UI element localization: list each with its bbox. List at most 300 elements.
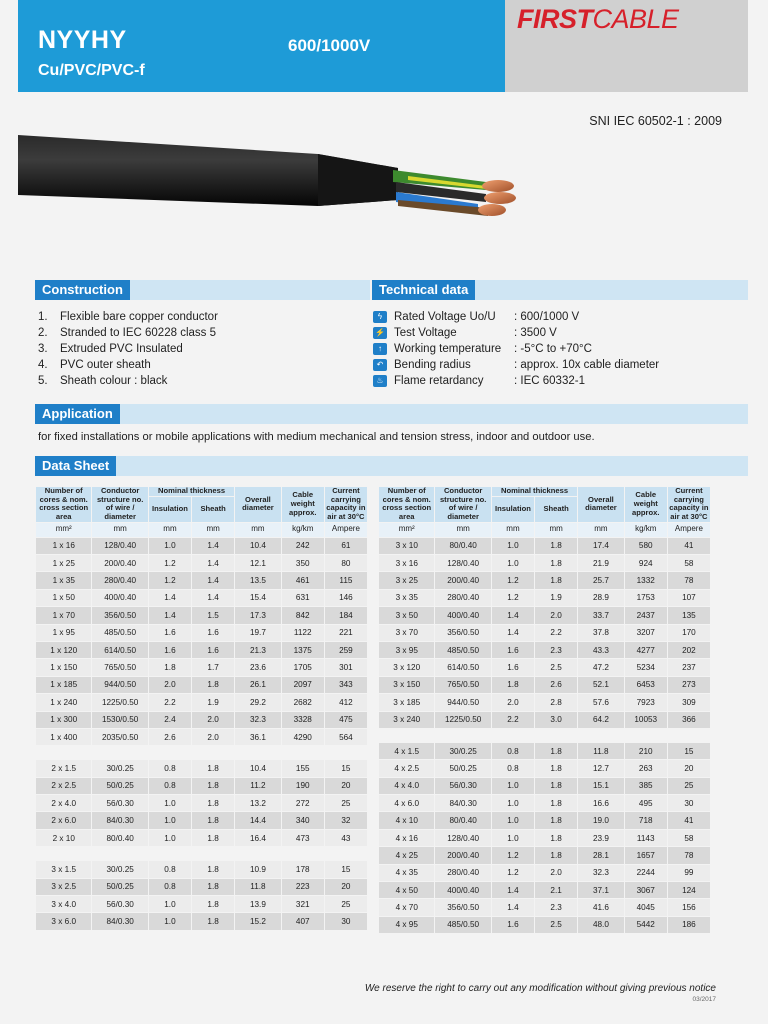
table-row [379, 916, 711, 933]
technical-item [373, 341, 659, 357]
cell-sheath: 1.8 [192, 812, 235, 829]
header-conductor: Conductor structure no. of wire / diameter [92, 487, 148, 523]
cell-weight: 2097 [281, 676, 324, 693]
cell-diameter: 16.6 [578, 795, 624, 812]
cell-diameter: 10.4 [235, 760, 281, 777]
cell-weight: 178 [281, 861, 324, 878]
cell-diameter: 21.9 [578, 554, 624, 571]
cell-conductor: 485/0.50 [435, 641, 491, 658]
cell-size: 3 x 4.0 [36, 896, 92, 913]
cell-diameter: 15.1 [578, 777, 624, 794]
construction-title: Construction [35, 280, 130, 300]
table-row [36, 641, 368, 658]
cell-size: 3 x 120 [379, 659, 435, 676]
cell-conductor: 356/0.50 [435, 899, 491, 916]
cell-size: 1 x 120 [36, 641, 92, 658]
table-row [36, 878, 368, 895]
cell-diameter: 11.8 [235, 878, 281, 895]
cell-diameter: 17.4 [578, 537, 624, 554]
unit-conductor: mm [435, 522, 491, 537]
cell-diameter: 33.7 [578, 607, 624, 624]
cell-conductor: 56/0.30 [92, 896, 148, 913]
cell-diameter: 21.3 [235, 641, 281, 658]
cell-size: 4 x 2.5 [379, 760, 435, 777]
technical-item-value: : approx. 10x cable diameter [514, 359, 660, 371]
cell-sheath: 1.8 [535, 572, 578, 589]
voltage-rating: 600/1000V [288, 36, 371, 55]
cell-current: 15 [667, 742, 710, 759]
construction-item-text: Stranded to IEC 60228 class 5 [60, 327, 216, 339]
cell-insulation: 1.8 [491, 676, 534, 693]
cell-diameter: 19.7 [235, 624, 281, 641]
table-row [36, 728, 368, 745]
cell-conductor: 356/0.50 [92, 607, 148, 624]
table-row [36, 554, 368, 571]
cell-weight: 631 [281, 589, 324, 606]
cell-conductor: 200/0.40 [435, 847, 491, 864]
table-row [379, 882, 711, 899]
cell-current: 146 [324, 589, 367, 606]
cell-sheath: 1.8 [192, 829, 235, 846]
table-row [379, 864, 711, 881]
table-row [379, 812, 711, 829]
datasheet-bar [35, 456, 748, 476]
gap-cell [235, 847, 281, 861]
cell-sheath: 1.8 [192, 861, 235, 878]
cell-diameter: 16.4 [235, 829, 281, 846]
cell-diameter: 12.1 [235, 554, 281, 571]
cell-insulation: 1.4 [491, 882, 534, 899]
gap-cell [281, 746, 324, 760]
cell-current: 78 [667, 847, 710, 864]
cell-current: 30 [667, 795, 710, 812]
cell-weight: 190 [281, 777, 324, 794]
cell-size: 2 x 2.5 [36, 777, 92, 794]
table-row [36, 896, 368, 913]
unit-current: Ampere [667, 522, 710, 537]
standard-reference: SNI IEC 60502-1 : 2009 [589, 114, 722, 128]
cell-current: 15 [324, 861, 367, 878]
cell-diameter: 37.1 [578, 882, 624, 899]
cell-conductor: 944/0.50 [435, 694, 491, 711]
application-text: for fixed installations or mobile applications with medium mechanical and tension stress, indoor and outdoor use. [38, 431, 595, 443]
cell-conductor: 30/0.25 [92, 760, 148, 777]
table-row [36, 694, 368, 711]
cell-insulation: 2.0 [491, 694, 534, 711]
technical-item-value: : 3500 V [514, 327, 557, 339]
cell-insulation: 1.2 [491, 864, 534, 881]
header-sheath: Sheath [535, 496, 578, 522]
cell-conductor: 485/0.50 [435, 916, 491, 933]
cell-insulation: 1.0 [491, 829, 534, 846]
cell-diameter: 15.4 [235, 589, 281, 606]
cell-current: 156 [667, 899, 710, 916]
cell-conductor: 2035/0.50 [92, 728, 148, 745]
cell-insulation: 1.8 [148, 659, 191, 676]
cell-sheath: 3.0 [535, 711, 578, 728]
cell-weight: 1753 [624, 589, 667, 606]
cell-conductor: 614/0.50 [435, 659, 491, 676]
bending-icon: ↶ [373, 359, 387, 371]
cell-diameter: 25.7 [578, 572, 624, 589]
cell-weight: 7923 [624, 694, 667, 711]
cell-insulation: 1.6 [491, 659, 534, 676]
cell-weight: 385 [624, 777, 667, 794]
cell-diameter: 19.0 [578, 812, 624, 829]
cell-sheath: 2.8 [535, 694, 578, 711]
cell-sheath: 1.8 [192, 878, 235, 895]
unit-sheath: mm [192, 522, 235, 537]
gap-cell [148, 746, 191, 760]
cell-diameter: 57.6 [578, 694, 624, 711]
table-gap-row [36, 746, 368, 760]
cell-sheath: 1.4 [192, 572, 235, 589]
cell-conductor: 765/0.50 [435, 676, 491, 693]
cell-diameter: 48.0 [578, 916, 624, 933]
construction-item [38, 373, 218, 389]
cell-size: 3 x 185 [379, 694, 435, 711]
unit-cores: mm² [379, 522, 435, 537]
header-cores: Number of cores & nom. cross section area [36, 487, 92, 523]
cell-size: 4 x 50 [379, 882, 435, 899]
cell-weight: 223 [281, 878, 324, 895]
cell-conductor: 56/0.30 [435, 777, 491, 794]
cell-insulation: 1.0 [491, 554, 534, 571]
cell-current: 61 [324, 537, 367, 554]
cell-conductor: 128/0.40 [435, 554, 491, 571]
cell-current: 259 [324, 641, 367, 658]
cell-sheath: 2.0 [535, 864, 578, 881]
cell-diameter: 23.6 [235, 659, 281, 676]
cell-insulation: 1.0 [491, 777, 534, 794]
header-sheath: Sheath [192, 496, 235, 522]
cell-size: 1 x 150 [36, 659, 92, 676]
cell-current: 41 [667, 812, 710, 829]
cell-weight: 210 [624, 742, 667, 759]
cell-weight: 321 [281, 896, 324, 913]
cell-conductor: 84/0.30 [92, 913, 148, 930]
cell-insulation: 2.2 [148, 694, 191, 711]
gap-cell [624, 728, 667, 742]
cell-current: 273 [667, 676, 710, 693]
technical-item-label: Test Voltage [394, 327, 457, 339]
cell-diameter: 10.4 [235, 537, 281, 554]
cell-diameter: 17.3 [235, 607, 281, 624]
product-subtitle: Cu/PVC/PVC-f [38, 62, 145, 79]
cell-weight: 4277 [624, 641, 667, 658]
cell-weight: 6453 [624, 676, 667, 693]
cell-size: 1 x 185 [36, 676, 92, 693]
cell-size: 3 x 2.5 [36, 878, 92, 895]
table-row [379, 641, 711, 658]
construction-item-text: Sheath colour : black [60, 375, 168, 387]
cell-sheath: 1.9 [535, 589, 578, 606]
cell-weight: 5442 [624, 916, 667, 933]
cell-current: 25 [324, 795, 367, 812]
cell-sheath: 1.8 [192, 676, 235, 693]
cell-sheath: 2.5 [535, 916, 578, 933]
cell-size: 2 x 10 [36, 829, 92, 846]
gap-cell [324, 847, 367, 861]
cell-size: 4 x 25 [379, 847, 435, 864]
cell-sheath: 1.6 [192, 624, 235, 641]
table-row [379, 607, 711, 624]
technical-item [373, 309, 659, 325]
cell-current: 25 [324, 896, 367, 913]
gap-cell [148, 847, 191, 861]
cell-conductor: 50/0.25 [92, 777, 148, 794]
cell-weight: 1657 [624, 847, 667, 864]
gap-cell [578, 728, 624, 742]
thermometer-icon: ↑ [373, 343, 387, 355]
cell-insulation: 1.4 [148, 589, 191, 606]
table-unit-row [36, 522, 368, 537]
cell-size: 1 x 70 [36, 607, 92, 624]
cell-conductor: 1225/0.50 [435, 711, 491, 728]
header-weight: Cable weight approx. [281, 487, 324, 523]
cell-weight: 3328 [281, 711, 324, 728]
cell-diameter: 15.2 [235, 913, 281, 930]
cell-weight: 3207 [624, 624, 667, 641]
table-row [379, 624, 711, 641]
cell-current: 564 [324, 728, 367, 745]
cell-current: 78 [667, 572, 710, 589]
cell-conductor: 614/0.50 [92, 641, 148, 658]
technical-item-value: : -5°C to +70°C [514, 343, 592, 355]
cell-diameter: 41.6 [578, 899, 624, 916]
cell-current: 184 [324, 607, 367, 624]
cell-sheath: 1.8 [192, 795, 235, 812]
cell-current: 170 [667, 624, 710, 641]
cell-weight: 4045 [624, 899, 667, 916]
flame-icon: ♨ [373, 375, 387, 387]
cell-sheath: 2.2 [535, 624, 578, 641]
cell-weight: 263 [624, 760, 667, 777]
technical-item-value: : 600/1000 V [514, 311, 580, 323]
cell-diameter: 29.2 [235, 694, 281, 711]
cell-weight: 473 [281, 829, 324, 846]
cell-weight: 2244 [624, 864, 667, 881]
cell-conductor: 944/0.50 [92, 676, 148, 693]
datasheet-title: Data Sheet [35, 456, 116, 476]
cell-diameter: 47.2 [578, 659, 624, 676]
cell-diameter: 32.3 [235, 711, 281, 728]
cell-current: 32 [324, 812, 367, 829]
cell-diameter: 23.9 [578, 829, 624, 846]
logo-cable: CABLE [592, 4, 679, 34]
cell-diameter: 11.8 [578, 742, 624, 759]
cell-weight: 5234 [624, 659, 667, 676]
cell-sheath: 1.8 [192, 760, 235, 777]
unit-diameter: mm [235, 522, 281, 537]
cell-diameter: 43.3 [578, 641, 624, 658]
cell-conductor: 400/0.40 [435, 607, 491, 624]
cell-current: 309 [667, 694, 710, 711]
cell-diameter: 28.1 [578, 847, 624, 864]
cell-sheath: 2.0 [535, 607, 578, 624]
construction-bar [35, 280, 370, 300]
gap-cell [192, 746, 235, 760]
cell-insulation: 0.8 [148, 861, 191, 878]
technical-item [373, 325, 659, 341]
cell-insulation: 0.8 [148, 777, 191, 794]
cell-current: 20 [324, 878, 367, 895]
cell-insulation: 1.4 [491, 607, 534, 624]
gap-cell [36, 746, 92, 760]
cell-diameter: 36.1 [235, 728, 281, 745]
cell-size: 4 x 10 [379, 812, 435, 829]
construction-item-number: 5. [38, 375, 48, 387]
cell-conductor: 80/0.40 [435, 537, 491, 554]
cell-conductor: 1225/0.50 [92, 694, 148, 711]
cell-conductor: 765/0.50 [92, 659, 148, 676]
cell-current: 475 [324, 711, 367, 728]
cell-size: 2 x 6.0 [36, 812, 92, 829]
cell-sheath: 2.0 [192, 711, 235, 728]
cell-current: 30 [324, 913, 367, 930]
table-row [36, 572, 368, 589]
cell-insulation: 1.2 [491, 572, 534, 589]
cell-weight: 4290 [281, 728, 324, 745]
cell-weight: 1122 [281, 624, 324, 641]
cell-conductor: 1530/0.50 [92, 711, 148, 728]
cell-current: 15 [324, 760, 367, 777]
cell-diameter: 12.7 [578, 760, 624, 777]
cell-insulation: 1.6 [491, 916, 534, 933]
table-row [379, 572, 711, 589]
application-bar [35, 404, 748, 424]
cell-conductor: 30/0.25 [435, 742, 491, 759]
cell-insulation: 1.6 [491, 641, 534, 658]
technical-item-value: : IEC 60332-1 [514, 375, 585, 387]
cell-weight: 407 [281, 913, 324, 930]
table-gap-row [36, 847, 368, 861]
table-row [36, 537, 368, 554]
cell-size: 1 x 95 [36, 624, 92, 641]
gap-cell [535, 728, 578, 742]
table-row [36, 711, 368, 728]
gap-cell [92, 746, 148, 760]
cell-weight: 1143 [624, 829, 667, 846]
cell-sheath: 1.4 [192, 537, 235, 554]
cell-insulation: 1.6 [148, 641, 191, 658]
cell-conductor: 128/0.40 [435, 829, 491, 846]
cell-size: 4 x 4.0 [379, 777, 435, 794]
technical-item [373, 373, 659, 389]
gap-cell [92, 847, 148, 861]
cell-insulation: 2.6 [148, 728, 191, 745]
application-title: Application [35, 404, 120, 424]
cell-weight: 495 [624, 795, 667, 812]
cell-sheath: 2.1 [535, 882, 578, 899]
cell-weight: 340 [281, 812, 324, 829]
cell-weight: 580 [624, 537, 667, 554]
cell-weight: 2437 [624, 607, 667, 624]
cell-insulation: 1.0 [148, 829, 191, 846]
cell-conductor: 80/0.40 [92, 829, 148, 846]
unit-conductor: mm [92, 522, 148, 537]
cell-sheath: 1.8 [535, 554, 578, 571]
cable-image [18, 120, 548, 230]
cell-insulation: 0.8 [148, 878, 191, 895]
cell-weight: 924 [624, 554, 667, 571]
gap-cell [324, 746, 367, 760]
cell-sheath: 1.8 [535, 760, 578, 777]
header-current: Current carrying capacity in air at 30°C [669, 486, 709, 521]
construction-item-text: PVC outer sheath [60, 359, 151, 371]
construction-item [38, 341, 218, 357]
cell-sheath: 1.8 [535, 742, 578, 759]
logo-area [505, 0, 748, 92]
cell-size: 3 x 6.0 [36, 913, 92, 930]
header-cores: Number of cores & nom. cross section area [379, 487, 435, 523]
cell-size: 1 x 240 [36, 694, 92, 711]
firstcable-logo [517, 4, 679, 35]
cell-current: 20 [667, 760, 710, 777]
cell-conductor: 50/0.25 [435, 760, 491, 777]
technical-item-label: Rated Voltage Uo/U [394, 311, 496, 323]
logo-first: FIRST [517, 4, 593, 34]
cell-sheath: 1.5 [192, 607, 235, 624]
table-row [36, 589, 368, 606]
header-nominal-thickness: Nominal thickness [491, 487, 577, 497]
construction-item-number: 2. [38, 327, 48, 339]
cell-sheath: 1.8 [192, 913, 235, 930]
header-diameter: Overall diameter [578, 487, 624, 523]
cell-insulation: 1.0 [148, 896, 191, 913]
construction-item-text: Flexible bare copper conductor [60, 311, 218, 323]
cell-insulation: 0.8 [148, 760, 191, 777]
cell-current: 107 [667, 589, 710, 606]
cell-insulation: 1.4 [491, 624, 534, 641]
technical-item [373, 357, 659, 373]
cell-weight: 155 [281, 760, 324, 777]
unit-weight: kg/km [281, 522, 324, 537]
cell-insulation: 1.0 [491, 812, 534, 829]
cell-weight: 1375 [281, 641, 324, 658]
technical-list [373, 309, 659, 389]
cell-current: 99 [667, 864, 710, 881]
table-row [379, 829, 711, 846]
cell-insulation: 0.8 [491, 742, 534, 759]
cell-sheath: 2.5 [535, 659, 578, 676]
cell-sheath: 2.6 [535, 676, 578, 693]
gap-cell [192, 847, 235, 861]
table-header-row [379, 487, 711, 497]
cell-current: 186 [667, 916, 710, 933]
cell-size: 4 x 95 [379, 916, 435, 933]
cell-weight: 350 [281, 554, 324, 571]
table-row [379, 694, 711, 711]
cell-insulation: 1.2 [148, 554, 191, 571]
cell-diameter: 28.9 [578, 589, 624, 606]
table-row [379, 554, 711, 571]
cell-insulation: 1.6 [148, 624, 191, 641]
cell-diameter: 64.2 [578, 711, 624, 728]
cell-current: 301 [324, 659, 367, 676]
cell-size: 3 x 240 [379, 711, 435, 728]
table-row [379, 537, 711, 554]
cell-current: 58 [667, 554, 710, 571]
table-row [379, 777, 711, 794]
cell-sheath: 1.8 [535, 537, 578, 554]
cell-sheath: 1.8 [192, 777, 235, 794]
unit-cores: mm² [36, 522, 92, 537]
cell-current: 135 [667, 607, 710, 624]
cell-sheath: 1.8 [535, 829, 578, 846]
cell-weight: 2682 [281, 694, 324, 711]
cell-sheath: 1.8 [535, 795, 578, 812]
